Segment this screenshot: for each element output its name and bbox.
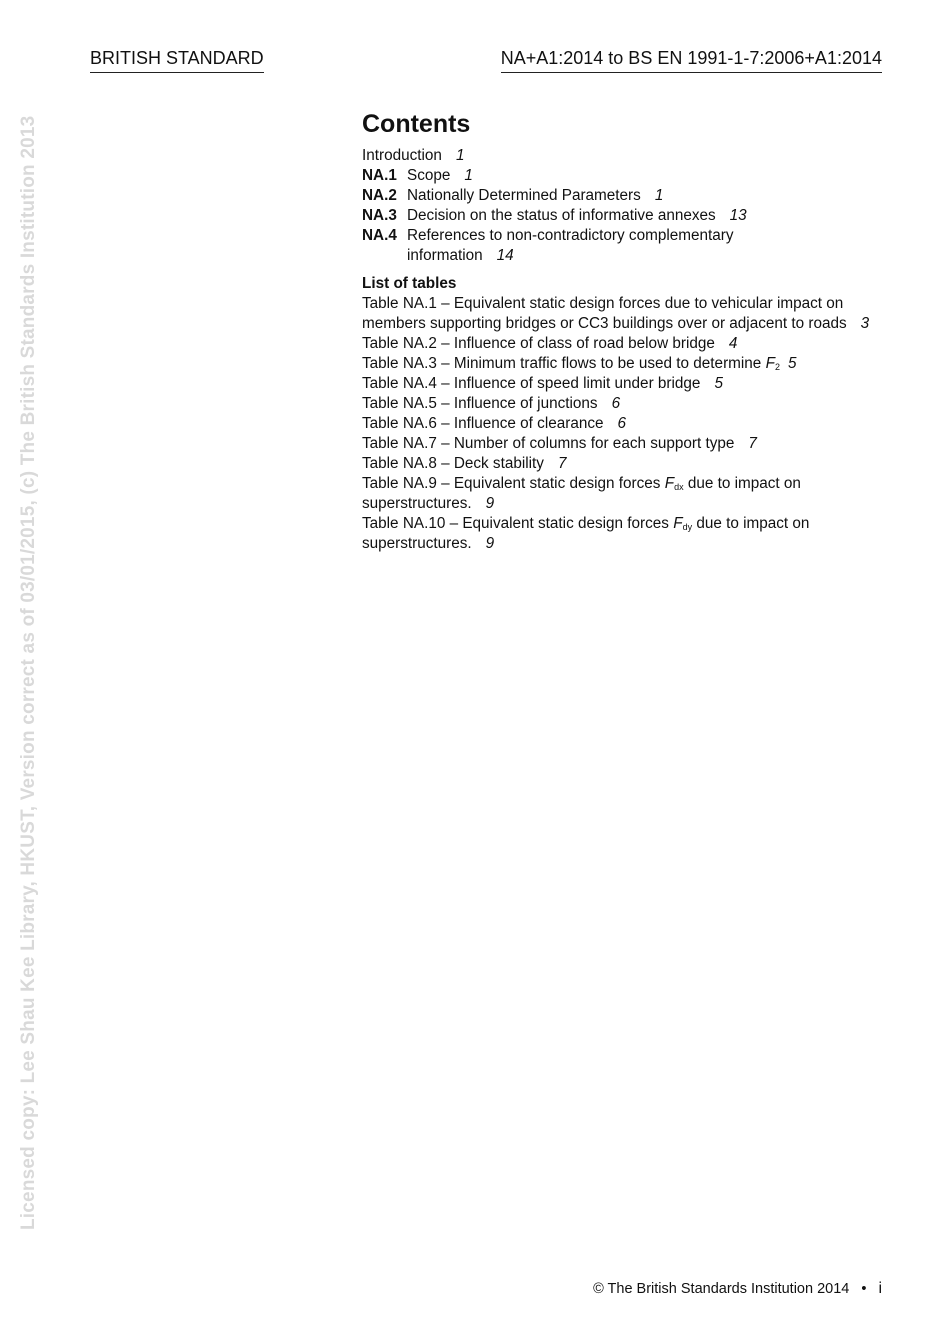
toc-entry-na1[interactable] — [362, 166, 872, 186]
table-page-number: 3 — [860, 315, 870, 332]
license-watermark: Licensed copy: Lee Shau Kee Library, HKUST, Version correct as of 03/01/2015, (c) The British Standards Institution 2013 — [18, 115, 39, 1230]
bullet-separator: • — [861, 1281, 867, 1297]
toc-entry-na3[interactable] — [362, 206, 872, 226]
table-page-number: 7 — [748, 435, 757, 452]
toc-entry-na2[interactable] — [362, 186, 872, 206]
toc-label: Introduction — [362, 147, 442, 164]
toc-number: NA.1 — [362, 167, 397, 184]
table-entry-na2[interactable] — [362, 334, 872, 354]
page-number: i — [878, 1280, 882, 1297]
contents-section — [362, 108, 872, 554]
header-standard-label: BRITISH STANDARD — [90, 47, 264, 73]
table-entry-na5[interactable] — [362, 394, 872, 414]
toc-page-number: 14 — [496, 247, 514, 264]
contents-title: Contents — [362, 110, 471, 138]
toc-label: Decision on the status of informative annexes — [407, 207, 716, 224]
table-entry-na1[interactable] — [362, 294, 872, 334]
force-subscript: 2 — [774, 362, 780, 372]
toc-entry-introduction[interactable] — [362, 146, 872, 166]
force-subscript: dy — [682, 522, 693, 532]
toc-page-number: 1 — [654, 187, 664, 204]
table-label: Table NA.8 – Deck stability — [362, 455, 544, 472]
toc-page-number: 1 — [455, 147, 465, 164]
header-document-number: NA+A1:2014 to BS EN 1991-1-7:2006+A1:2014 — [501, 47, 882, 73]
table-page-number: 9 — [485, 535, 495, 552]
table-label-start: Table NA.9 – Equivalent static design forces — [362, 475, 661, 492]
force-subscript: dx — [674, 482, 684, 492]
table-label: Table NA.7 – Number of columns for each support type — [362, 435, 735, 452]
force-symbol: F — [765, 355, 775, 372]
table-entry-na4[interactable] — [362, 374, 872, 394]
list-of-tables-heading: List of tables — [362, 275, 457, 292]
toc-label: References to non-contradictory complementary information — [407, 227, 734, 264]
footer-copyright: © The British Standards Institution 2014 — [593, 1281, 850, 1297]
force-symbol: F — [673, 515, 683, 532]
table-page-number: 5 — [714, 375, 723, 392]
table-entry-na3[interactable] — [362, 354, 872, 374]
table-label-end: due to impact on superstructures. — [362, 475, 801, 512]
table-label: Table NA.3 – Minimum traffic flows to be used to determine — [362, 355, 762, 372]
table-label-end: due to impact on superstructures. — [362, 515, 810, 552]
table-entry-na8[interactable] — [362, 454, 872, 474]
table-page-number: 6 — [617, 415, 627, 432]
table-label: Table NA.2 – Influence of class of road below bridge — [362, 335, 715, 352]
toc-page-number: 13 — [729, 207, 747, 224]
table-label: Table NA.5 – Influence of junctions — [362, 395, 598, 412]
table-entry-na10[interactable] — [362, 514, 872, 554]
toc-label: Nationally Determined Parameters — [407, 187, 641, 204]
table-label: Table NA.1 – Equivalent static design forces due to vehicular impact on members supporting bridges or CC3 buildings over or adjacent to roads — [362, 295, 847, 332]
table-entry-na6[interactable] — [362, 414, 872, 434]
force-symbol: F — [664, 475, 675, 492]
table-page-number: 7 — [557, 455, 567, 472]
toc-entry-na4[interactable] — [362, 226, 872, 266]
toc-number: NA.4 — [362, 227, 397, 244]
toc-page-number: 1 — [464, 167, 473, 184]
table-page-number: 4 — [728, 335, 738, 352]
table-entry-na9[interactable] — [362, 474, 872, 514]
toc-number: NA.2 — [362, 187, 397, 204]
table-page-number: 6 — [611, 395, 621, 412]
table-label-start: Table NA.10 – Equivalent static design forces — [362, 515, 669, 532]
toc-label: Scope — [407, 167, 451, 184]
table-page-number: 9 — [485, 495, 495, 512]
table-page-number: 5 — [787, 355, 797, 372]
page-footer — [593, 1279, 882, 1299]
toc-number: NA.3 — [362, 207, 397, 224]
table-label: Table NA.4 – Influence of speed limit under bridge — [362, 375, 701, 392]
table-label: Table NA.6 – Influence of clearance — [362, 415, 604, 432]
table-entry-na7[interactable] — [362, 434, 872, 454]
